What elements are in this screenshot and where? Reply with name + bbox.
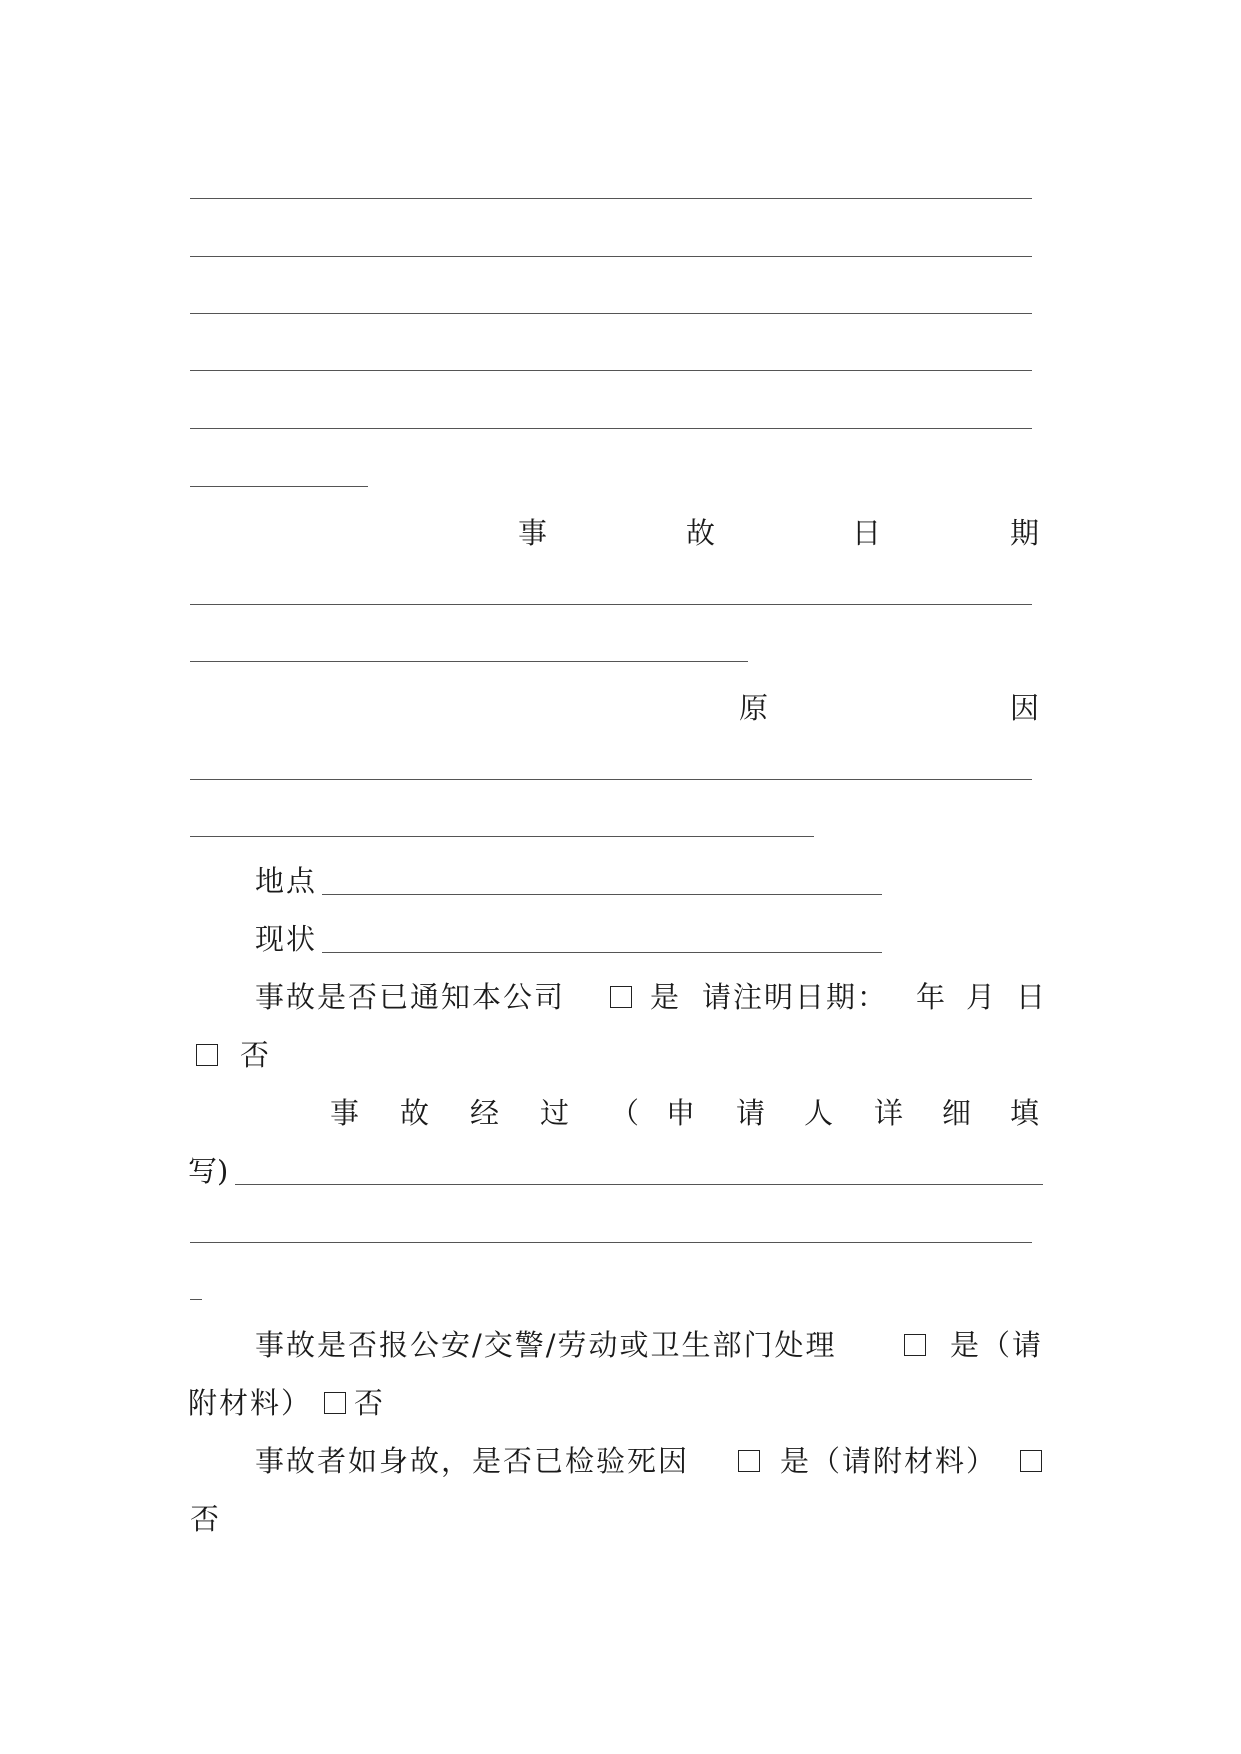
process-blank-line[interactable]	[235, 1184, 1043, 1185]
notify-year-label: 年	[916, 980, 948, 1014]
blank-line	[190, 370, 1032, 371]
police-yes-checkbox[interactable]	[904, 1334, 926, 1356]
notify-no-label: 否	[240, 1038, 272, 1072]
heading-date-char: 事	[518, 516, 550, 550]
status-input-line[interactable]	[322, 952, 882, 953]
process-heading-char: 请	[736, 1096, 768, 1130]
death-yes-checkbox[interactable]	[738, 1450, 760, 1472]
reason-blank-line	[190, 779, 1032, 780]
police-materials-label: 附材料）	[188, 1386, 313, 1420]
location-label: 地点	[255, 864, 318, 898]
process-heading-char: 经	[470, 1096, 502, 1130]
reason-blank-line	[190, 836, 814, 837]
process-heading-char: 申	[666, 1096, 698, 1130]
police-no-label: 否	[354, 1386, 386, 1420]
death-question: 事故者如身故，是否已检验死因	[255, 1444, 690, 1478]
process-heading-char: 过	[540, 1096, 572, 1130]
process-heading-char: （	[610, 1096, 642, 1130]
process-blank-line[interactable]	[190, 1299, 202, 1300]
notify-question: 事故是否已通知本公司	[255, 980, 566, 1014]
blank-line	[190, 486, 368, 487]
date-blank-line	[190, 661, 748, 662]
blank-line	[190, 313, 1032, 314]
notify-yes-label: 是	[650, 980, 682, 1014]
police-yes-label: 是（请	[950, 1328, 1044, 1362]
heading-date-char: 故	[686, 516, 718, 550]
blank-line	[190, 198, 1032, 199]
heading-date-char: 期	[1010, 516, 1042, 550]
process-heading-char: 人	[804, 1096, 836, 1130]
notify-yes-checkbox[interactable]	[610, 986, 632, 1008]
notify-day-label: 日	[1016, 980, 1048, 1014]
death-no-label: 否	[190, 1502, 222, 1536]
blank-line	[190, 256, 1032, 257]
heading-reason-char: 因	[1010, 691, 1042, 725]
notify-no-checkbox[interactable]	[196, 1044, 218, 1066]
process-heading-char: 细	[942, 1096, 974, 1130]
police-no-checkbox[interactable]	[324, 1392, 346, 1414]
heading-date-char: 日	[852, 516, 884, 550]
date-blank-line	[190, 604, 1032, 605]
police-question: 事故是否报公安/交警/劳动或卫生部门处理	[255, 1328, 837, 1362]
process-heading-tail: 写)	[188, 1154, 229, 1188]
process-heading-char: 事	[330, 1096, 362, 1130]
process-blank-line[interactable]	[190, 1242, 1032, 1243]
death-no-checkbox[interactable]	[1020, 1450, 1042, 1472]
notify-month-label: 月	[966, 980, 998, 1014]
location-input-line[interactable]	[322, 894, 882, 895]
process-heading-char: 故	[400, 1096, 432, 1130]
heading-reason-char: 原	[739, 691, 771, 725]
process-heading-char: 填	[1010, 1096, 1042, 1130]
notify-date-prompt: 请注明日期：	[702, 980, 889, 1014]
process-heading-char: 详	[874, 1096, 906, 1130]
status-label: 现状	[255, 922, 318, 956]
death-yes-label: 是（请附材料）	[780, 1444, 998, 1478]
blank-line	[190, 428, 1032, 429]
